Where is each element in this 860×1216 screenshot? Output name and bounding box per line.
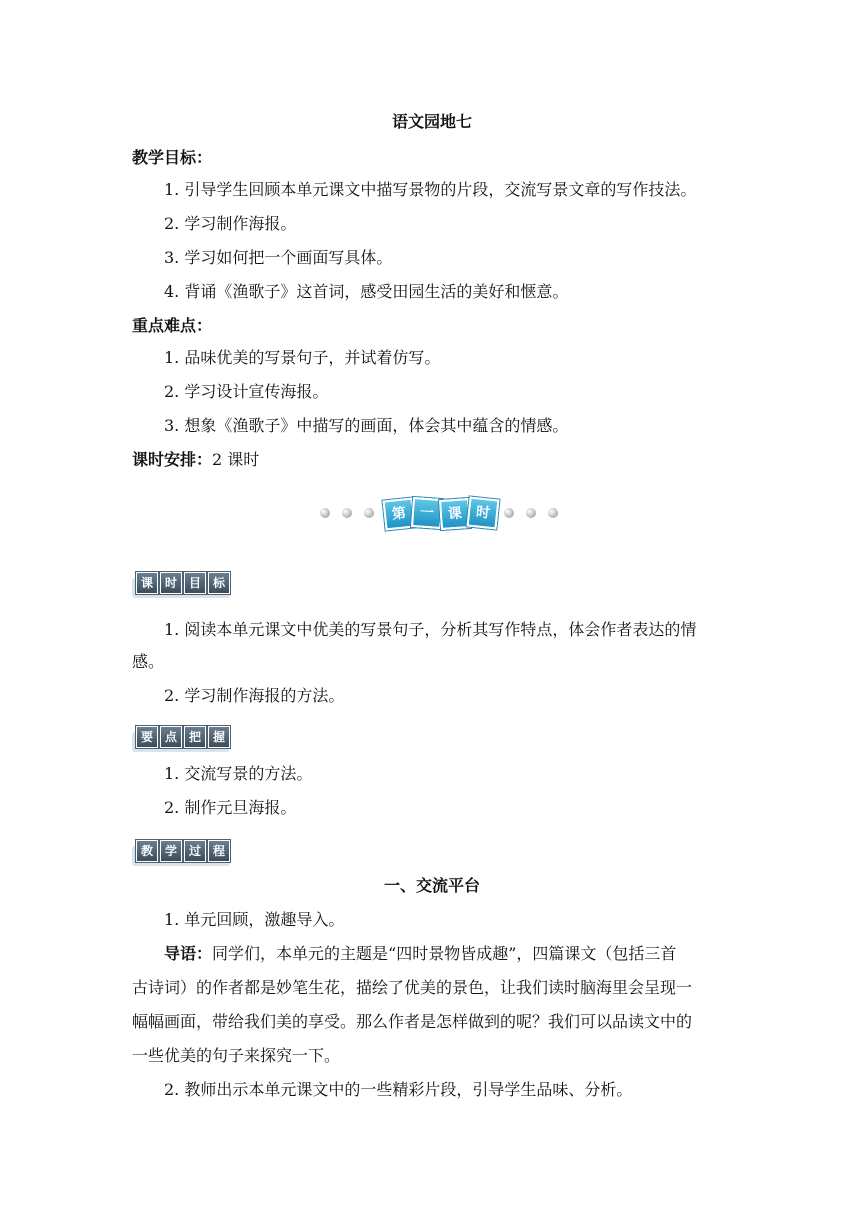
tag-char: 标 xyxy=(208,572,230,594)
process-step: 1. 单元回顾，激趣导入。 xyxy=(164,910,345,929)
tag-char: 时 xyxy=(160,572,182,594)
intro-text: 同学们，本单元的主题是“四时景物皆成趣”，四篇课文（包括三首 xyxy=(212,944,677,963)
objective-item: 1. 引导学生回顾本单元课文中描写景物的片段，交流写景文章的写作技法。 xyxy=(164,180,697,199)
intro-text: 幅幅画面，带给我们美的享受。那么作者是怎样做到的呢？我们可以品读文中的 xyxy=(132,1012,693,1031)
tag-char: 课 xyxy=(136,572,158,594)
tag-char: 教 xyxy=(136,840,158,862)
intro-text: 一些优美的句子来探究一下。 xyxy=(132,1046,341,1065)
lesson-char: 时 xyxy=(467,497,500,530)
tag-char: 学 xyxy=(160,840,182,862)
schedule-value: 2 课时 xyxy=(212,450,260,469)
lesson-goals-tag xyxy=(132,570,232,600)
tag-char: 程 xyxy=(208,840,230,862)
essential-item: 1. 交流写景的方法。 xyxy=(164,764,313,783)
objective-item: 4. 背诵《渔歌子》这首词，感受田园生活的美好和惬意。 xyxy=(164,282,569,301)
tag-char: 握 xyxy=(208,726,230,748)
section-title: 一、交流平台 xyxy=(383,876,480,895)
essentials-tag xyxy=(132,724,232,754)
lesson-char: 课 xyxy=(439,498,471,530)
objective-item: 2. 学习制作海报。 xyxy=(164,214,297,233)
tag-char: 过 xyxy=(184,840,206,862)
tag-char: 目 xyxy=(184,572,206,594)
lesson-goal-item: 2. 学习制作海报的方法。 xyxy=(164,686,345,705)
objectives-heading: 教学目标： xyxy=(132,148,213,167)
banner-dot xyxy=(342,508,352,518)
page-title: 语文园地七 xyxy=(391,112,472,131)
banner-dot xyxy=(526,508,536,518)
process-step: 2. 教师出示本单元课文中的一些精彩片段，引导学生品味、分析。 xyxy=(164,1080,633,1099)
lesson-banner xyxy=(318,496,558,528)
banner-dot xyxy=(320,508,330,518)
key-point-item: 3. 想象《渔歌子》中描写的画面，体会其中蕴含的情感。 xyxy=(164,416,569,435)
intro-paragraph-line xyxy=(132,944,732,964)
key-points-heading: 重点难点： xyxy=(132,316,213,335)
tag-char: 点 xyxy=(160,726,182,748)
tag-char: 把 xyxy=(184,726,206,748)
schedule-label: 课时安排： xyxy=(132,450,213,469)
objective-item: 3. 学习如何把一个画面写具体。 xyxy=(164,248,393,267)
banner-dot xyxy=(548,508,558,518)
key-point-item: 2. 学习设计宣传海报。 xyxy=(164,382,329,401)
intro-label: 导语： xyxy=(164,944,213,963)
lesson-char: 一 xyxy=(411,497,443,529)
key-point-item: 1. 品味优美的写景句子，并试着仿写。 xyxy=(164,348,441,367)
lesson-goal-item: 感。 xyxy=(132,652,165,671)
process-tag xyxy=(132,838,232,868)
schedule xyxy=(132,450,732,470)
intro-text: 古诗词）的作者都是妙笔生花，描绘了优美的景色，让我们读时脑海里会呈现一 xyxy=(132,978,693,997)
banner-dot xyxy=(504,508,514,518)
banner-dot xyxy=(364,508,374,518)
essential-item: 2. 制作元旦海报。 xyxy=(164,798,297,817)
lesson-goal-item: 1. 阅读本单元课文中优美的写景句子，分析其写作特点，体会作者表达的情 xyxy=(164,620,697,639)
tag-char: 要 xyxy=(136,726,158,748)
lesson-char: 第 xyxy=(383,498,416,531)
